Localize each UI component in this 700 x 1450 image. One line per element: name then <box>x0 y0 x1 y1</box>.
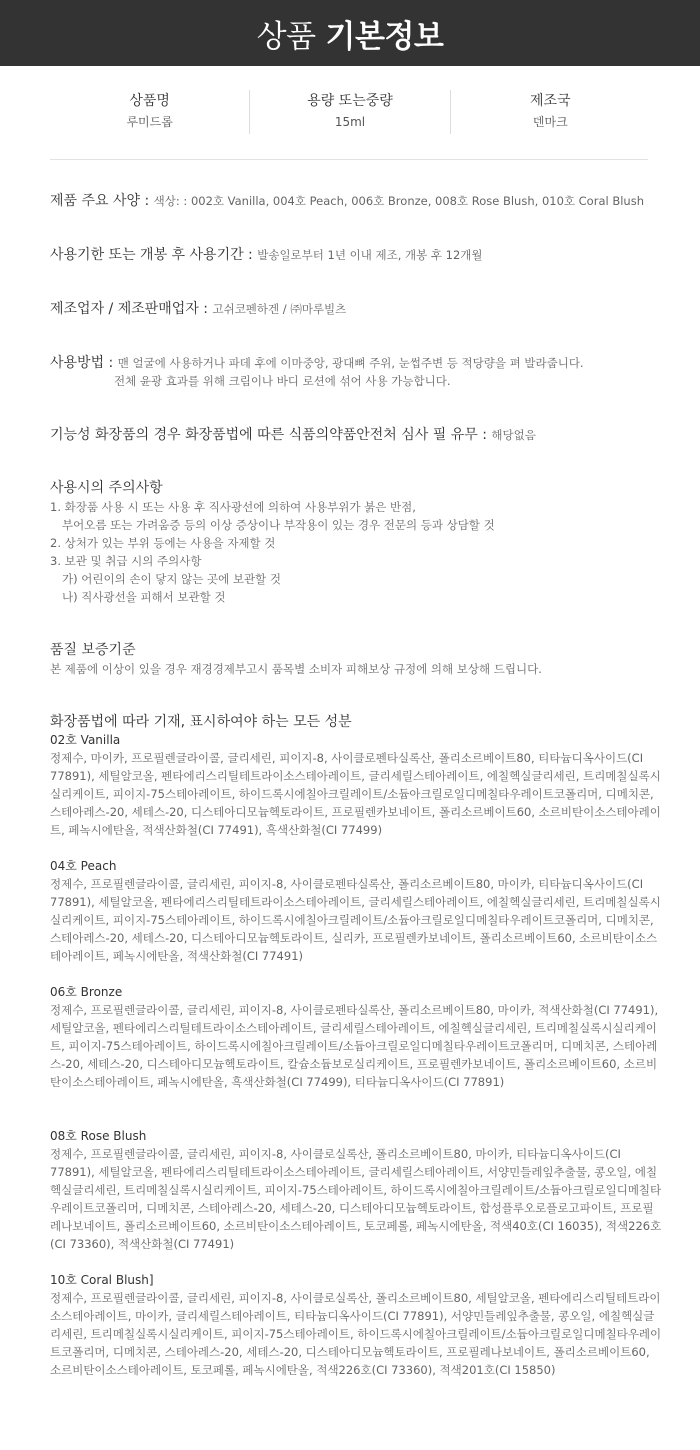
info-value: 덴마크 <box>532 115 568 129</box>
info-divider <box>50 159 648 160</box>
shade-block <box>50 731 662 839</box>
info-label: 상품명 <box>129 93 170 109</box>
caution-line: 부어오름 또는 가려움증 등의 이상 증상이나 부작용이 있는 경우 전문의 등과 상담할 것 <box>62 518 495 532</box>
quality-title: 품질 보증기준 <box>50 642 136 658</box>
spec-label: 사용방법 : <box>50 355 118 371</box>
spec-label: 제조업자 / 제조판매업자 : <box>50 301 213 317</box>
shade-ingredients: 정제수, 프로필렌글라이콜, 글리세린, 피이지-8, 사이클로실록산, 폴리소르베이트80, 마이카, 티타늄디옥사이드(CI 77891), 세틸알코올, 펜타에리스리틸테트라이소스테아레이트, 글리세릴스테아레이트, 서양민들레잎추출물, 콩오일, 에칠헥실글리세린, 트리메칠실록시실리케이트, 피이지-75스테아레이트, 하이드록시에칠아크릴레이트/소듐아크릴로일디메칠타우레이트코폴리머, 디메치콘, 스테아레스-20, 세테스-20, 디스테아디모늄헥토라이트, 합성플루오로플로고파이트, 프로필레나보네이트, 폴리소르베이트60, 소르비탄이소스테아레이트, 토코페롤, 페녹시에탄올, 적색40호(CI 16035), 적색226호(CI 73360), 적색산화철(CI 77491) <box>50 1147 662 1251</box>
shade-name: 10호 Coral Blush] <box>50 1273 154 1287</box>
info-country <box>451 90 650 134</box>
spec-review <box>50 425 680 444</box>
shade-ingredients: 정제수, 프로필렌글라이콜, 글리세린, 피이지-8, 사이클로펜타실록산, 폴리소르베이트80, 마이카, 적색산화철(CI 77491), 세틸알코올, 펜타에리스리틸테트라이소스테아레이트, 글리세릴스테아레이트, 에칠헥실글리세린, 트리메칠실록시실리케이트, 피이지-75스테아레이트, 하이드록시에칠아크릴레이트/소듐아크릴로일디메칠타우레이트코폴리머, 디메치콘, 스테아레스-20, 세테스-20, 디스테아디모늄헥토라이트, 칼슘소듐보로실리케이트, 프로필렌카보네이트, 폴리소르베이트60, 소르비탄이소스테아레이트, 페녹시에탄올, 흑색산화철(CI 77499), 티타늄디옥사이드(CI 77891) <box>50 1003 659 1089</box>
shade-ingredients: 정제수, 프로필렌글라이콜, 글리세린, 피이지-8, 사이클로실록산, 폴리소르베이트80, 세틸알코올, 펜타에리스리틸테트라이소스테아레이트, 마이카, 글리세릴스테아레이트, 티타늄디옥사이드(CI 77891), 서양민들레잎추출물, 콩오일, 에칠헥실글리세린, 트리메칠실록시실리케이트, 피이지-75스테아레이트, 하이드록시에칠아크릴레이트/소듐아크릴로일디메칠타우레이트코폴리머, 디메치콘, 스테아레스-20, 세테스-20, 디스테아디모늄헥토라이트, 프로필레나보네이트, 폴리소르베이트60, 소르비탄이소스테아레이트, 토코페롤, 페녹시에탄올, 적색226호(CI 73360), 적색201호(CI 15850) <box>50 1291 662 1377</box>
info-volume <box>250 90 450 134</box>
shade-ingredients: 정제수, 프로필렌글라이콜, 글리세린, 피이지-8, 사이클로펜타실록산, 폴리소르베이트80, 마이카, 티타늄디옥사이드(CI 77891), 세틸알코올, 펜타에리스리틸테트라이소스테아레이트, 글리세릴스테아레이트, 에칠헥실글리세린, 트리메칠실록시실리케이트, 피이지-75스테아레이트, 하이드록시에칠아크릴레이트/소듐아크릴로일디메칠타우레이트코폴리머, 디메치콘, 스테아레스-20, 세테스-20, 디스테아디모늄헥토라이트, 실리카, 프로필렌카보네이트, 폴리소르베이트60, 소르비탄이소스테아레이트, 페녹시에탄올, 적색산화철(CI 77491) <box>50 877 661 963</box>
shade-block <box>50 1271 662 1379</box>
shade-name: 06호 Bronze <box>50 985 123 999</box>
shade-name: 04호 Peach <box>50 859 117 873</box>
info-label: 용량 또는중량 <box>307 93 393 109</box>
ingredients-title: 화장품법에 따라 기재, 표시하여야 하는 모든 성분 <box>50 714 352 730</box>
shade-name: 08호 Rose Blush <box>50 1129 147 1143</box>
spec-value-cont: 전체 윤광 효과를 위해 크림이나 바디 로션에 섞어 사용 가능합니다. <box>114 374 451 388</box>
spec-label: 사용기한 또는 개봉 후 사용기간 : <box>50 247 258 263</box>
spec-value: 해당없음 <box>491 428 536 442</box>
caution-line: 2. 상처가 있는 부위 등에는 사용을 자제할 것 <box>50 536 276 550</box>
spec-main <box>50 191 680 210</box>
page-header <box>0 0 700 66</box>
spec-label: 기능성 화장품의 경우 화장품법에 따른 식품의약품안전처 심사 필 유무 : <box>50 427 492 443</box>
caution-line: 나) 직사광선을 피해서 보관할 것 <box>62 590 226 604</box>
info-value: 15ml <box>334 115 366 129</box>
info-product-name <box>50 90 250 134</box>
basic-info-row <box>50 90 650 134</box>
header-title <box>257 11 444 56</box>
header-title-light: 상품 <box>256 18 316 55</box>
spec-value: 색상: : 002호 Vanilla, 004호 Peach, 006호 Bronze, 008호 Rose Blush, 010호 Coral Blush <box>153 194 644 208</box>
caution-line: 3. 보관 및 취급 시의 주의사항 <box>50 554 202 568</box>
spec-value: 발송일로부터 1년 이내 제조, 개봉 후 12개월 <box>257 248 483 262</box>
spec-usage <box>50 353 680 390</box>
shade-name: 02호 Vanilla <box>50 733 121 747</box>
shade-block <box>50 983 662 1091</box>
shade-ingredients: 정제수, 마이카, 프로필렌글라이콜, 글리세린, 피이지-8, 사이클로펜타실록산, 폴리소르베이트80, 티타늄디옥사이드(CI 77891), 세틸알코올, 펜타에리스리틸테트라이소스테아레이트, 글리세릴스테아레이트, 에칠헥실글리세린, 트리메칠실록시실리케이트, 피이지-75스테아레이트, 하이드록시에칠아크릴레이트/소듐아크릴로일디메칠타우레이트코폴리머, 디메치콘, 스테아레스-20, 세테스-20, 디스테아디모늄헥토라이트, 프로필렌카보네이트, 폴리소르베이트60, 소르비탄이소스테아레이트, 페녹시에탄올, 적색산화철(CI 77491), 흑색산화철(CI 77499) <box>50 751 661 837</box>
spec-expiry <box>50 245 680 264</box>
spec-label: 제품 주요 사양 : <box>50 193 154 209</box>
spec-value: 맨 얼굴에 사용하거나 파데 후에 이마중앙, 광대뼈 주위, 눈썹주변 등 적당량을 펴 발라줍니다. <box>117 356 584 370</box>
cautions-title: 사용시의 주의사항 <box>50 480 163 496</box>
caution-line: 1. 화장품 사용 시 또는 사용 후 직사광선에 의하여 사용부위가 붉은 반점, <box>50 500 416 514</box>
spec-value: 고쉬코펜하겐 / ㈜마루빌츠 <box>212 302 347 316</box>
quality-text: 본 제품에 이상이 있을 경우 재경경제부고시 품목별 소비자 피해보상 규정에 의해 보상해 드립니다. <box>50 662 542 676</box>
shade-block <box>50 857 662 965</box>
info-label: 제조국 <box>530 93 571 109</box>
shade-block <box>50 1127 662 1253</box>
spec-maker <box>50 299 680 318</box>
header-title-bold: 기본정보 <box>325 18 444 55</box>
caution-line: 가) 어린이의 손이 닿지 않는 곳에 보관할 것 <box>62 572 281 586</box>
info-value: 루미드롭 <box>126 115 173 129</box>
